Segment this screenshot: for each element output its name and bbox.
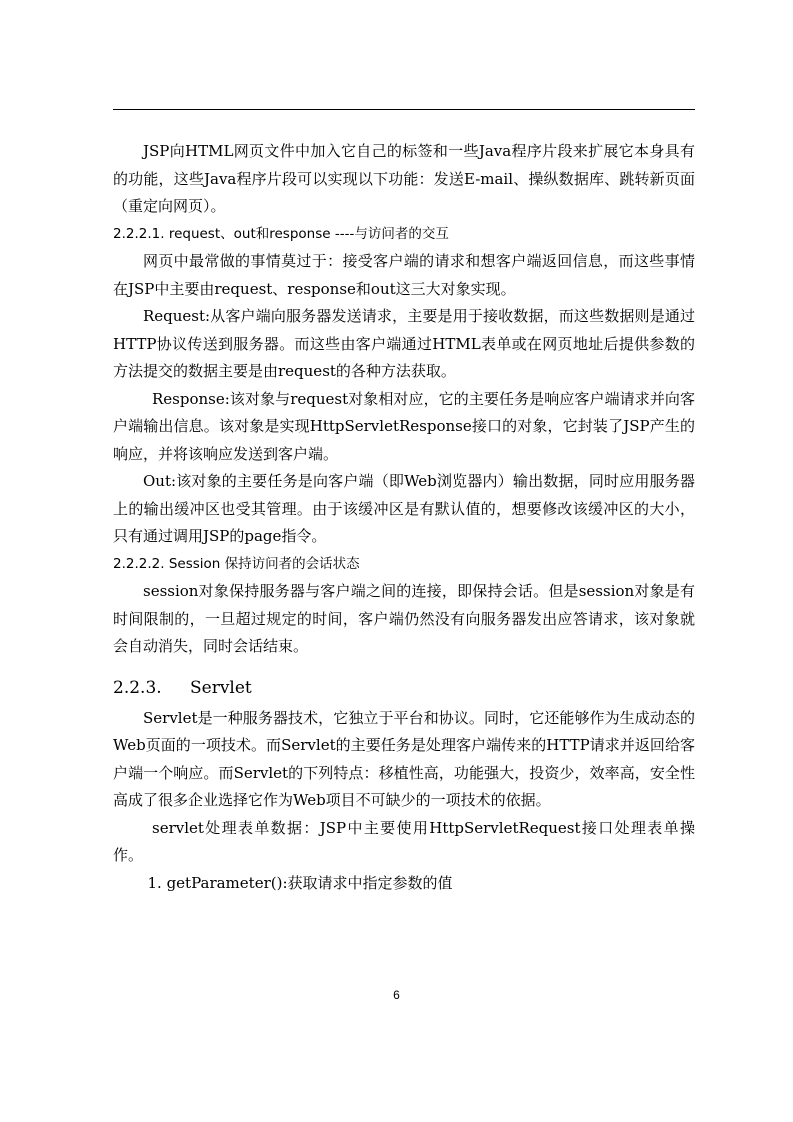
paragraph-jsp-intro: JSP向HTML网页文件中加入它自己的标签和一些Java程序片段来扩展它本身具有的功能，这些Java程序片段可以实现以下功能：发送E-mail、操纵数据库、跳转新页面（重定向网页）。 [113, 142, 695, 215]
paragraph-servlet: Servlet是一种服务器技术，它独立于平台和协议。同时，它还能够作为生成动态的Web页面的一项技术。而Servlet的主要任务是处理客户端传来的HTTP请求并返回给客户端一个响应。而Servlet的下列特点：移植性高，功能强大，投资少，效率高，安全性高成了很多企业选择它作为Web项目不可缺少的一项技术的依据。 [113, 708, 695, 809]
page-body [113, 138, 695, 897]
paragraph-request-response-out: 网页中最常做的事情莫过于：接受客户端的请求和想客户端返回信息，而这些事情在JSP中主要由request、response和out这三大对象实现。 [113, 252, 695, 298]
page-number: 6 [393, 988, 400, 1002]
paragraph-response: Response:该对象与request对象相对应，它的主要任务是响应客户端请求并向客户端输出信息。该对象是实现HttpServletResponse接口的对象，它封装了JSP产生的响应，并将该响应发送到客户端。 [113, 389, 695, 463]
heading-2-2-2-1: 2.2.2.1. request、out和response ----与访问者的交互 [113, 225, 449, 242]
paragraph-request: Request:从客户端向服务器发送请求，主要是用于接收数据，而这些数据则是通过HTTP协议传送到服务器。而这些由客户端通过HTML表单或在网页地址后提供参数的方法提交的数据主要是由request的各种方法获取。 [113, 307, 695, 380]
heading-2-2-3-title: Servlet [190, 677, 252, 698]
paragraph-session: session对象保持服务器与客户端之间的连接，即保持会话。但是session对象是有时间限制的，一旦超过规定的时间，客户端仍然没有向服务器发出应答请求，该对象就会自动消失，同时会话结束。 [113, 582, 695, 655]
header-rule [113, 109, 695, 110]
paragraph-out: Out:该对象的主要任务是向客户端（即Web浏览器内）输出数据，同时应用服务器上的输出缓冲区也受其管理。由于该缓冲区是有默认值的，想要修改该缓冲区的大小，只有通过调用JSP的page指令。 [113, 472, 695, 545]
heading-2-2-3-number: 2.2.3. [113, 677, 162, 698]
heading-2-2-3 [113, 671, 695, 705]
heading-2-2-2-2: 2.2.2.2. Session 保持访问者的会话状态 [113, 555, 360, 572]
paragraph-servlet-form: servlet处理表单数据：JSP中主要使用HttpServletRequest接口处理表单操作。 [113, 818, 695, 864]
list-item-getparameter: 1. getParameter():获取请求中指定参数的值 [147, 873, 453, 892]
